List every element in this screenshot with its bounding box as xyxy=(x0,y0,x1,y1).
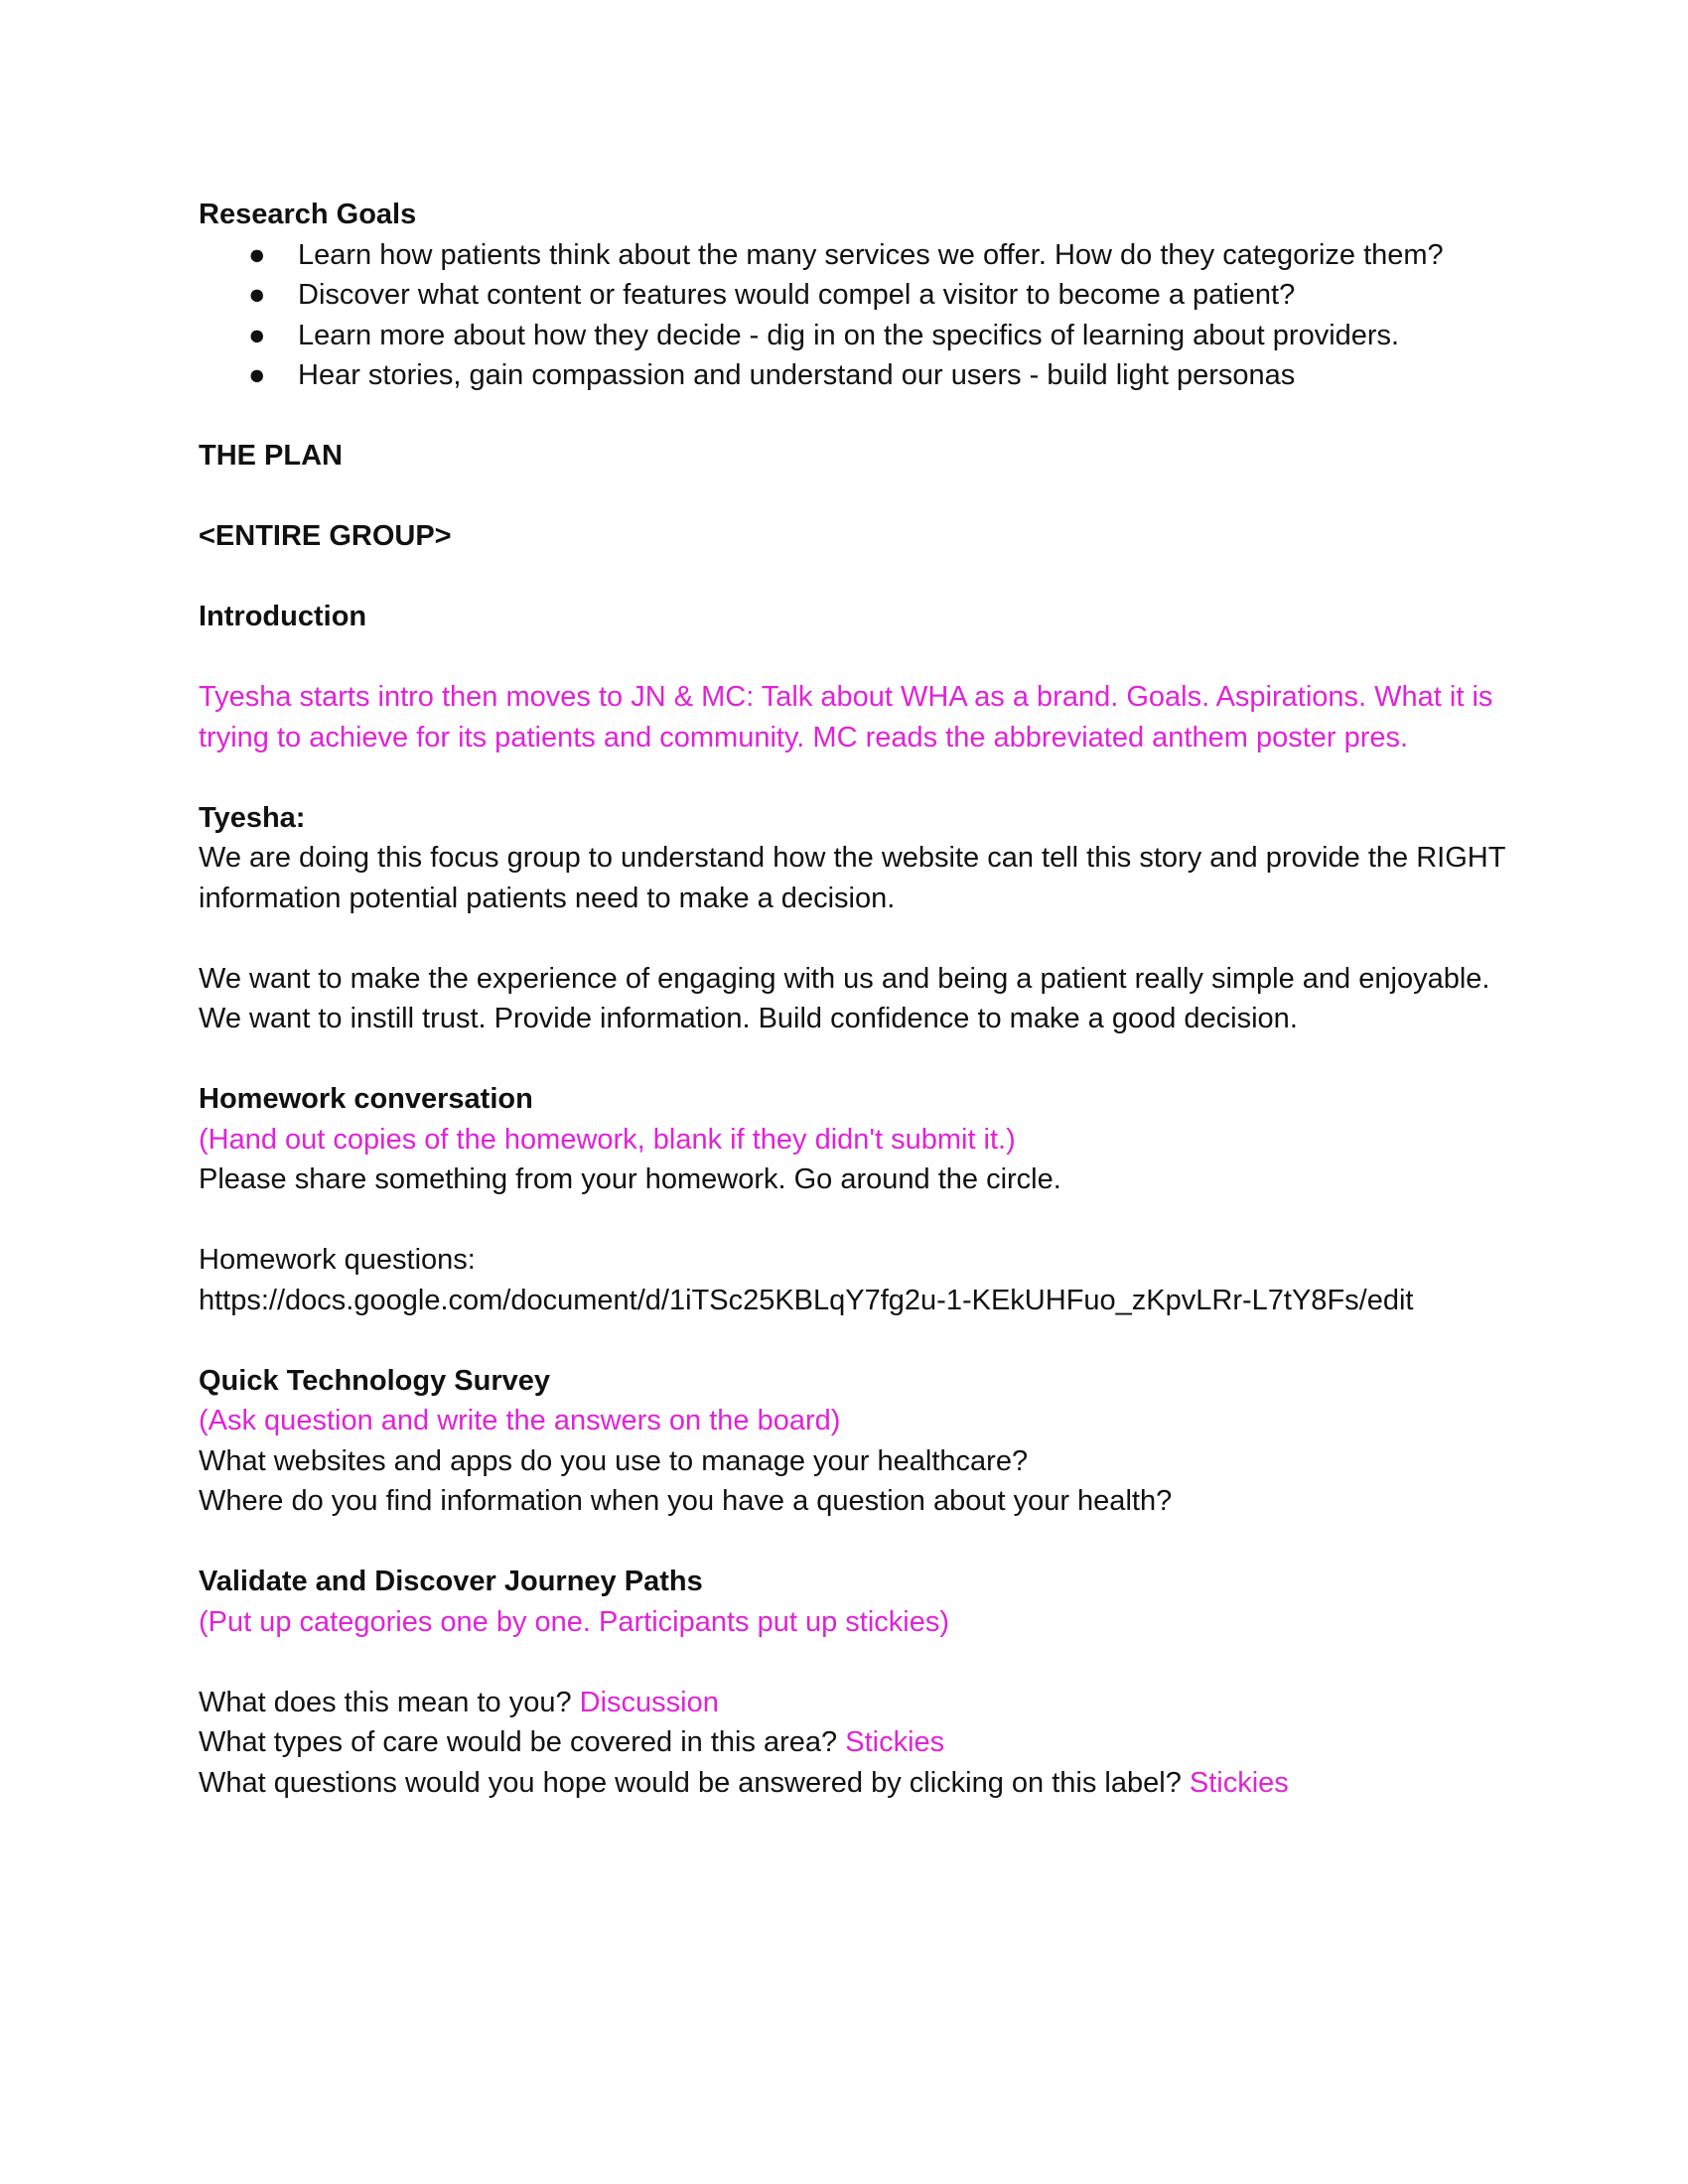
bullet-icon: ● xyxy=(248,319,266,351)
goal-text: Discover what content or features would compel a visitor to become a patient? xyxy=(298,279,1296,311)
introduction-instruction: Tyesha starts intro then moves to JN & MC: Talk about WHA as a brand. Goals. Aspirations. What it is trying to achieve for its patients and community. MC reads the abbreviated anthem poster pres. xyxy=(199,681,1493,753)
journey-heading: Validate and Discover Journey Paths xyxy=(199,1566,703,1597)
research-goals-list xyxy=(199,235,1509,396)
introduction-heading: Introduction xyxy=(199,601,367,632)
list-item xyxy=(199,355,1509,396)
activity-tag: Stickies xyxy=(1189,1766,1289,1799)
survey-question-2: Where do you find information when you have a question about your health? xyxy=(199,1485,1173,1517)
bullet-icon: ● xyxy=(248,359,266,391)
research-goals-heading: Research Goals xyxy=(199,199,417,230)
homework-link[interactable]: https://docs.google.com/document/d/1iTSc25KBLqY7fg2u-1-KEkUHFuo_zKpvLRr-L7tY8Fs/edit xyxy=(199,1284,1414,1316)
speaker-label: Tyesha: xyxy=(199,801,306,834)
homework-prompt: Please share something from your homework. Go around the circle. xyxy=(199,1163,1061,1195)
survey-heading: Quick Technology Survey xyxy=(199,1364,551,1397)
homework-heading: Homework conversation xyxy=(199,1083,533,1115)
journey-question xyxy=(199,1722,1509,1763)
list-item xyxy=(199,235,1509,276)
document-page xyxy=(199,195,1509,1803)
journey-instruction: (Put up categories one by one. Participants put up stickies) xyxy=(199,1605,950,1638)
homework-instruction: (Hand out copies of the homework, blank if they didn't submit it.) xyxy=(199,1123,1016,1156)
tyesha-paragraph-1: We are doing this focus group to understand how the website can tell this story and provide the RIGHT information potential patients need to make a decision. xyxy=(199,842,1505,914)
question-text: What questions would you hope would be answered by clicking on this label? xyxy=(199,1766,1182,1799)
list-item xyxy=(199,275,1509,316)
homework-questions-label: Homework questions: xyxy=(199,1244,476,1276)
goal-text: Learn more about how they decide - dig in on the specifics of learning about providers. xyxy=(298,319,1400,351)
group-label: <ENTIRE GROUP> xyxy=(199,520,452,552)
question-text: What types of care would be covered in this area? xyxy=(199,1726,838,1758)
activity-tag: Stickies xyxy=(845,1726,945,1758)
journey-question xyxy=(199,1763,1509,1804)
plan-heading: THE PLAN xyxy=(199,440,343,472)
goal-text: Learn how patients think about the many services we offer. How do they categorize them? xyxy=(298,238,1444,271)
survey-instruction: (Ask question and write the answers on the board) xyxy=(199,1405,841,1436)
list-item xyxy=(199,316,1509,356)
question-text: What does this mean to you? xyxy=(199,1686,572,1718)
goal-text: Hear stories, gain compassion and understand our users - build light personas xyxy=(298,359,1296,391)
activity-tag: Discussion xyxy=(579,1686,719,1718)
bullet-icon: ● xyxy=(248,238,266,271)
survey-question-1: What websites and apps do you use to manage your healthcare? xyxy=(199,1444,1029,1477)
bullet-icon: ● xyxy=(248,279,266,311)
tyesha-paragraph-2: We want to make the experience of engaging with us and being a patient really simple and enjoyable. We want to instill trust. Provide information. Build confidence to make a good decision. xyxy=(199,962,1490,1034)
journey-question xyxy=(199,1683,1509,1723)
